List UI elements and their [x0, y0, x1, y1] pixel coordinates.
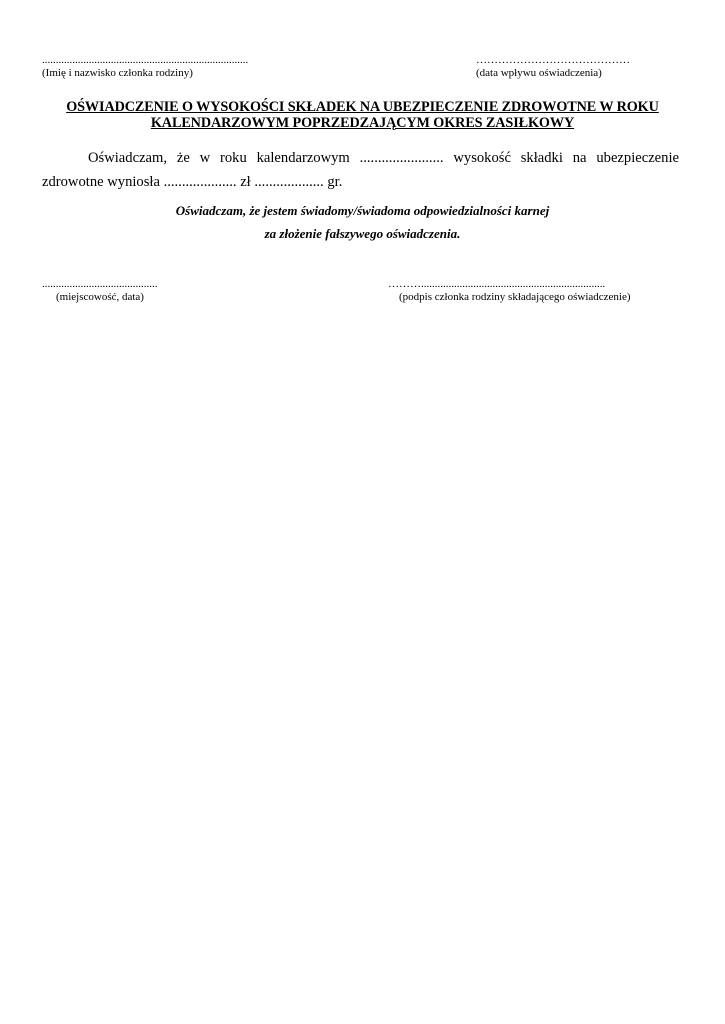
member-name-dotted-line[interactable]: ...........................................................................	[42, 54, 249, 66]
member-name-caption: (Imię i nazwisko członka rodziny)	[42, 67, 193, 79]
document-title-line-2: KALENDARZOWYM POPRZEDZAJĄCYM OKRES ZASIŁKOWY	[150, 115, 575, 131]
document-title-line-1: OŚWIADCZENIE O WYSOKOŚCI SKŁADEK NA UBEZPIECZENIE ZDROWOTNE W ROKU	[66, 99, 659, 115]
statement-line-1: Oświadczam, że w roku kalendarzowym ....................... wysokość składki na ubezpieczenie	[88, 150, 679, 166]
liability-declaration-line-1: Oświadczam, że jestem świadomy/świadoma odpowiedzialności karnej	[175, 203, 550, 218]
place-date-dotted-line[interactable]: ..........................................	[42, 278, 158, 290]
receipt-date-dotted-line[interactable]: ……………………………………	[476, 54, 630, 66]
document-title	[40, 99, 685, 131]
receipt-date-caption: (data wpływu oświadczenia)	[476, 67, 602, 79]
signature-dotted-line[interactable]: ………...................................................................	[388, 278, 606, 290]
signature-caption: (podpis członka rodziny składającego oświadczenie)	[399, 291, 631, 303]
statement-paragraph	[42, 146, 679, 194]
place-date-caption: (miejscowość, data)	[56, 291, 144, 303]
liability-declaration-line-2: za złożenie fałszywego oświadczenia.	[264, 226, 461, 241]
statement-line-2: zdrowotne wyniosła .................... zł ................... gr.	[42, 174, 343, 190]
liability-declaration	[40, 199, 685, 245]
